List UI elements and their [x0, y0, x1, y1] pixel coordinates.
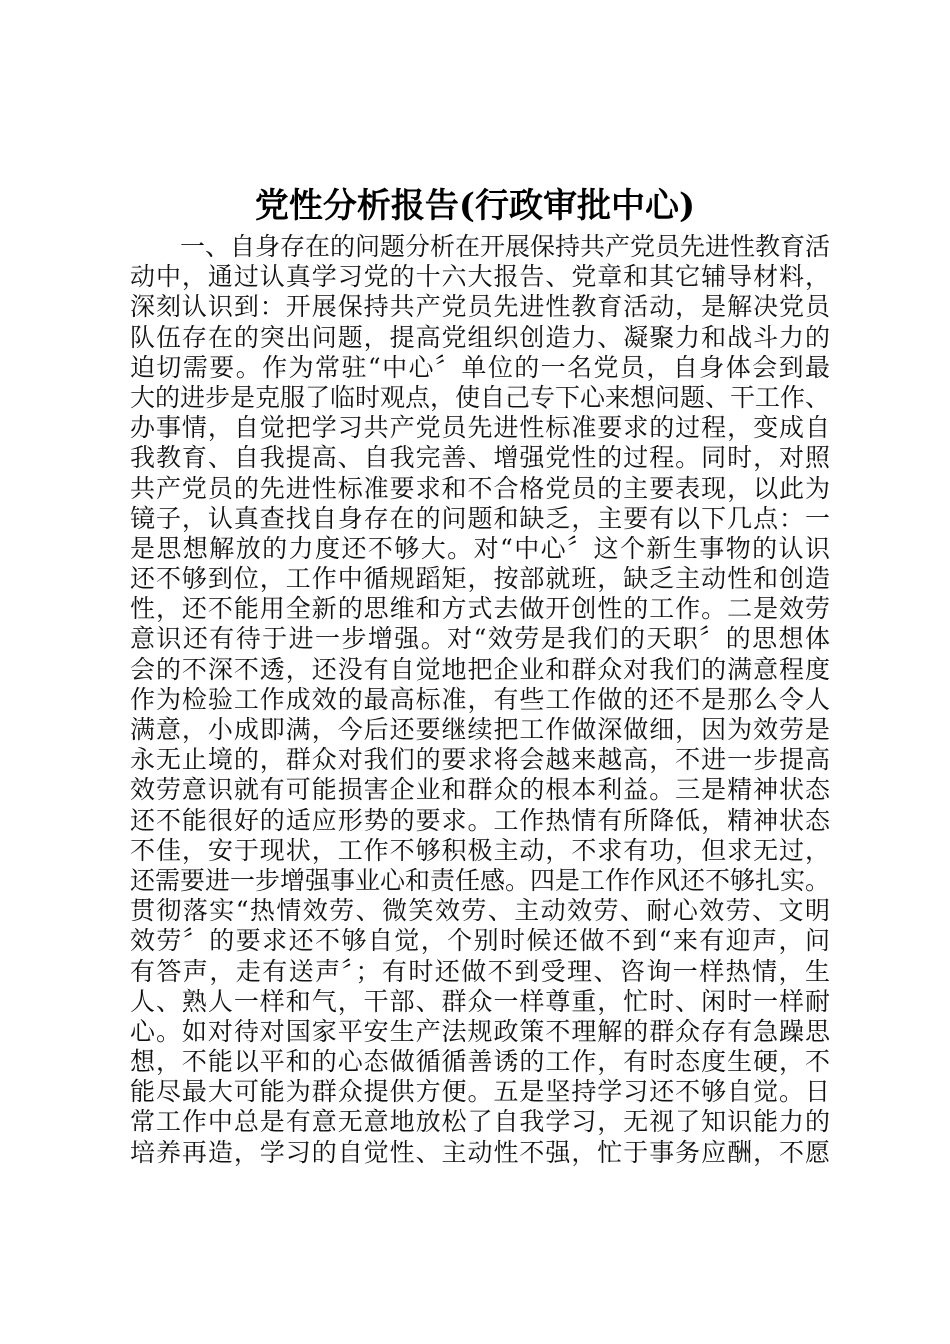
body-line: 动中，通过认真学习党的十六大报告、党章和其它辅导材料，: [130, 262, 830, 292]
body-line: 常工作中总是有意无意地放松了自我学习，无视了知识能力的: [130, 1107, 830, 1137]
body-line: 效劳意识就有可能损害企业和群众的根本利益。三是精神状态: [130, 775, 830, 805]
body-line: 不佳，安于现状，工作不够积极主动，不求有功，但求无过，: [130, 835, 830, 865]
body-line: 深刻认识到：开展保持共产党员先进性教育活动，是解决党员: [130, 292, 830, 322]
body-line: 永无止境的，群众对我们的要求将会越来越高，不进一步提高: [130, 745, 830, 775]
body-line: 办事情，自觉把学习共产党员先进性标准要求的过程，变成自: [130, 413, 830, 443]
body-line: 共产党员的先进性标准要求和不合格党员的主要表现，以此为: [130, 473, 830, 503]
body-line: 想，不能以平和的心态做循循善诱的工作，有时态度生硬，不: [130, 1047, 830, 1077]
body-line: 意识还有待于进一步增强。对“效劳是我们的天职〞的思想体: [130, 624, 830, 654]
body-line: 培养再造，学习的自觉性、主动性不强，忙于事务应酬，不愿: [130, 1137, 830, 1167]
body-line: 作为检验工作成效的最高标准，有些工作做的还不是那么令人: [130, 684, 830, 714]
body-line: 一、自身存在的问题分析在开展保持共产党员先进性教育活: [180, 232, 831, 261]
body-line: 我教育、自我提高、自我完善、增强党性的过程。同时，对照: [130, 443, 830, 473]
body-line: 还不够到位，工作中循规蹈矩，按部就班，缺乏主动性和创造: [130, 564, 830, 594]
body-line: 能尽最大可能为群众提供方便。五是坚持学习还不够自觉。日: [130, 1077, 830, 1107]
body-line: 镜子，认真查找自身存在的问题和缺乏，主要有以下几点：一: [130, 503, 830, 533]
document-body: [130, 232, 830, 1168]
document-title: 党性分析报告(行政审批中心): [254, 186, 696, 226]
body-line: 心。如对待对国家平安生产法规政策不理解的群众存有急躁思: [130, 1016, 830, 1046]
body-line: 队伍存在的突出问题，提高党组织创造力、凝聚力和战斗力的: [130, 322, 830, 352]
body-line: 大的进步是克服了临时观点，使自己专下心来想问题、干工作、: [130, 382, 831, 412]
body-line: 会的不深不透，还没有自觉地把企业和群众对我们的满意程度: [130, 654, 830, 684]
body-line: 还不能很好的适应形势的要求。工作热情有所降低，精神状态: [130, 805, 830, 835]
body-line: 有答声，走有送声〞；有时还做不到受理、咨询一样热情，生: [130, 956, 830, 986]
body-line: 效劳〞的要求还不够自觉，个别时候还做不到“来有迎声，问: [130, 926, 830, 956]
body-line: 人、熟人一样和气，干部、群众一样尊重，忙时、闲时一样耐: [130, 986, 830, 1016]
body-line: 迫切需要。作为常驻“中心〞单位的一名党员，自身体会到最: [130, 352, 830, 382]
body-line: 满意，小成即满，今后还要继续把工作做深做细，因为效劳是: [130, 715, 830, 744]
body-line: 贯彻落实“热情效劳、微笑效劳、主动效劳、耐心效劳、文明: [130, 896, 830, 926]
body-line: 性，还不能用全新的思维和方式去做开创性的工作。二是效劳: [130, 594, 830, 624]
body-line: 是思想解放的力度还不够大。对“中心〞这个新生事物的认识: [130, 533, 830, 563]
body-line: 还需要进一步增强事业心和责任感。四是工作作风还不够扎实。: [130, 865, 831, 895]
